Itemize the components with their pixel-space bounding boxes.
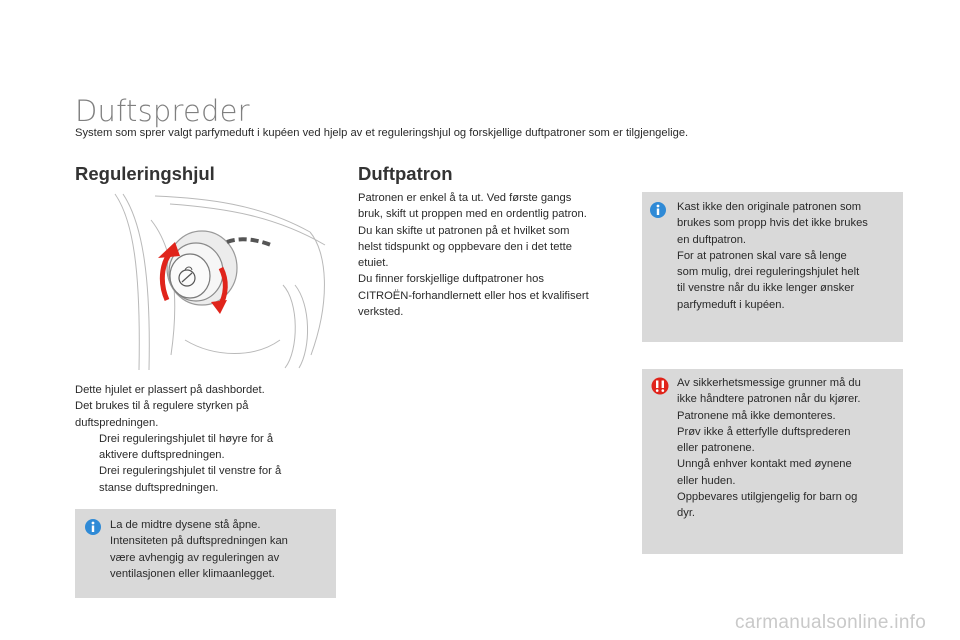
note-line: en duftpatron. — [677, 233, 747, 246]
body-line: verksted. — [358, 306, 404, 319]
intro-line: duftspredningen. — [75, 416, 159, 429]
note-line: Av sikkerhetsmessige grunner må du — [677, 377, 861, 389]
note-line: ikke håndtere patronen når du kjører. — [677, 393, 861, 406]
note-line: Oppbevares utilgjengelig for barn og — [677, 491, 858, 504]
note-text — [677, 375, 897, 522]
heading-duftpatron: Duftpatron — [358, 163, 453, 184]
note-line: Patronene må ikke demonteres. — [677, 409, 836, 422]
intro-line: Det brukes til å regulere styrken på — [75, 400, 249, 413]
body-line: Du kan skifte ut patronen på et hvilket som — [358, 224, 570, 237]
body-line: bruk, skift ut proppen med en ordentlig patron. — [358, 208, 587, 221]
left-body — [75, 382, 330, 496]
note-line: Unngå enhver kontakt med øynene — [677, 458, 852, 471]
info-note-ventilation — [75, 509, 336, 598]
note-line: som mulig, drei reguleringshjulet helt — [677, 266, 860, 279]
body-line: CITROËN-forhandlernett eller hos et kvalifisert — [358, 289, 589, 302]
body-line: Du finner forskjellige duftpatroner hos — [358, 273, 544, 286]
duftpatron-body — [358, 190, 623, 320]
control-wheel-illustration — [75, 190, 336, 370]
bullet-line: Drei reguleringshjulet til venstre for å — [99, 465, 282, 478]
bullet-list — [75, 431, 330, 496]
page-title: Duftspreder — [75, 94, 250, 128]
note-line: parfymeduft i kupéen. — [677, 298, 785, 311]
note-line: dyr. — [677, 507, 696, 520]
note-line: brukes som propp hvis det ikke brukes — [677, 217, 868, 230]
warning-note-safety — [642, 369, 903, 554]
note-line: eller patronene. — [677, 442, 755, 455]
bullet-item — [75, 463, 330, 496]
note-line: til venstre når du ikke lenger ønsker — [677, 282, 855, 295]
info-icon — [84, 518, 102, 541]
watermark: carmanualsonline.info — [735, 612, 927, 633]
note-line: Prøv ikke å etterfylle duftsprederen — [677, 425, 851, 438]
body-line: helst tidspunkt og oppbevare den i det tette — [358, 240, 572, 253]
note-text — [110, 517, 330, 582]
info-icon — [649, 201, 667, 224]
note-text — [677, 199, 897, 313]
bullet-line: stanse duftspredningen. — [99, 481, 219, 494]
note-line: La de midtre dysene stå åpne. — [110, 519, 261, 531]
bullet-item — [75, 431, 330, 464]
bullet-line: Drei reguleringshjulet til høyre for å — [99, 432, 274, 445]
body-line: Patronen er enkel å ta ut. Ved første gangs — [358, 192, 572, 204]
heading-reguleringshjul: Reguleringshjul — [75, 163, 215, 184]
note-line: For at patronen skal vare så lenge — [677, 249, 847, 262]
page-subtitle: System som sprer valgt parfymeduft i kupéen ved hjelp av et reguleringshjul og forskjellige duftpatroner som er tilgjengelige. — [75, 127, 689, 139]
body-line: etuiet. — [358, 257, 389, 270]
warning-icon — [651, 377, 669, 400]
note-line: ventilasjonen eller klimaanlegget. — [110, 567, 275, 580]
note-line: Kast ikke den originale patronen som — [677, 201, 862, 213]
note-line: Intensiteten på duftspredningen kan — [110, 535, 288, 548]
note-line: eller huden. — [677, 474, 736, 487]
info-note-cartridge — [642, 192, 903, 342]
note-line: være avhengig av reguleringen av — [110, 551, 280, 564]
bullet-line: aktivere duftspredningen. — [99, 449, 225, 462]
intro-line: Dette hjulet er plassert på dashbordet. — [75, 384, 265, 396]
